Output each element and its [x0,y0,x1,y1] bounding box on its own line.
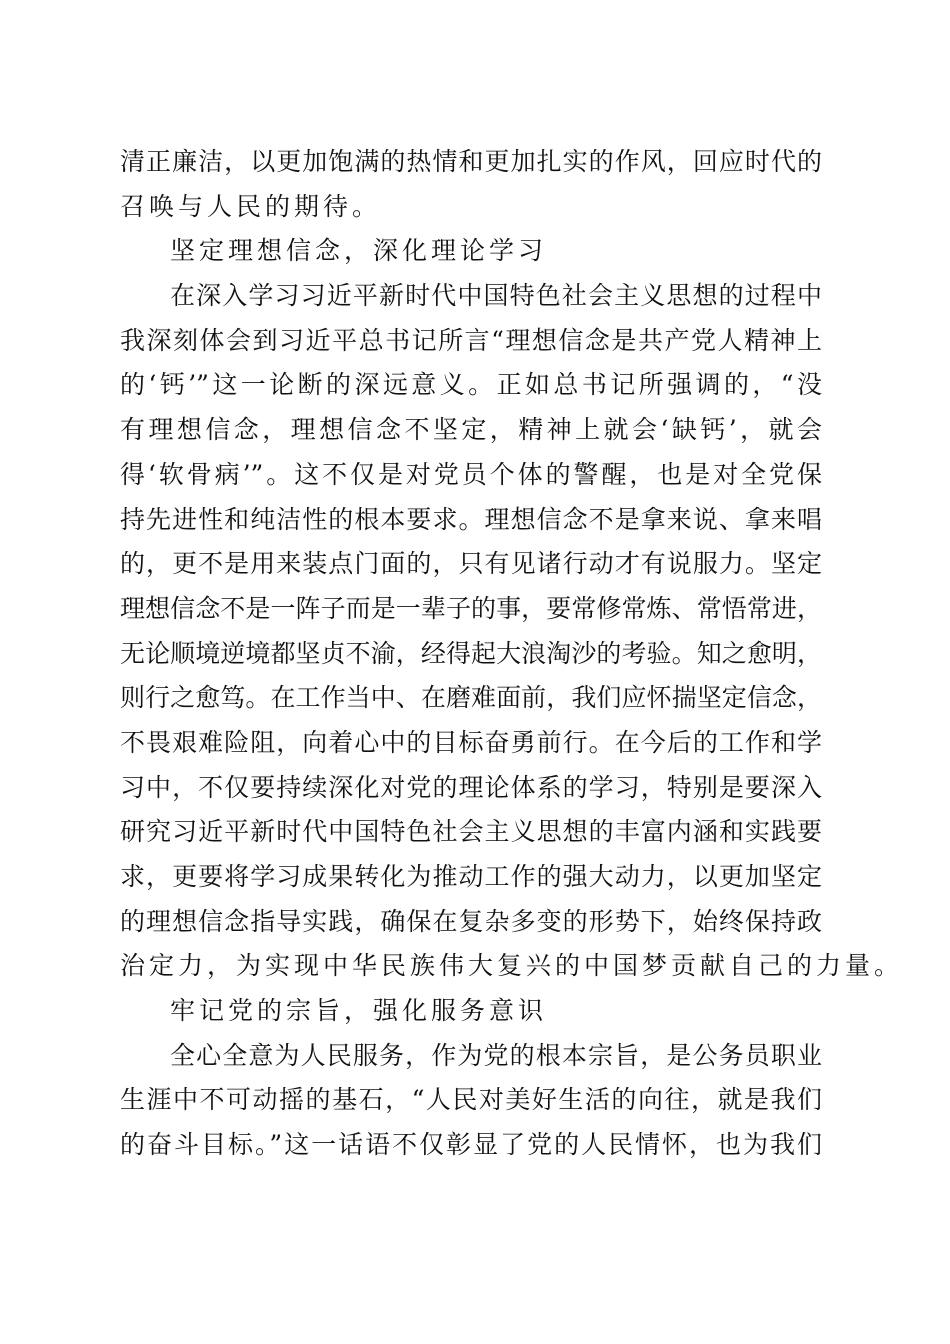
body-line: 理想信念不是一阵子而是一辈子的事，要常修常炼、常悟常进， [120,593,822,623]
body-line: 的奋斗目标。”这一话语不仅彰显了党的人民情怀，也为我们 [120,1130,822,1160]
section-heading: 坚定理想信念，深化理论学习 [170,236,548,266]
body-line: 清正廉洁，以更加饱满的热情和更加扎实的作风，回应时代的 [120,147,822,176]
body-line: 治定力，为实现中华民族伟大复兴的中国梦贡献自己的力量。 [120,951,904,981]
body-line: 的理想信念指导实践，确保在复杂多变的形势下，始终保持政 [120,906,822,936]
body-line: 不畏艰难险阻，向着心中的目标奋勇前行。在今后的工作和学 [120,727,822,757]
body-line: 无论顺境逆境都坚贞不渝，经得起大浪淘沙的考验。知之愈明， [120,638,822,668]
section-heading: 牢记党的宗旨，强化服务意识 [170,996,548,1026]
body-line: 的，更不是用来装点门面的，只有见诸行动才有说服力。坚定 [120,549,822,579]
body-line: 在深入学习习近平新时代中国特色社会主义思想的过程中 [170,281,822,311]
body-line: 持先进性和纯洁性的根本要求。理想信念不是拿来说、拿来唱 [120,504,822,534]
body-line: 我深刻体会到习近平总书记所言“理想信念是共产党人精神上 [120,325,822,355]
body-line: 得‘软骨病’”。这不仅是对党员个体的警醒，也是对全党保 [120,459,822,489]
body-line: 习中，不仅要持续深化对党的理论体系的学习，特别是要深入 [120,772,822,802]
body-line: 研究习近平新时代中国特色社会主义思想的丰富内涵和实践要 [120,817,822,847]
body-line: 求，更要将学习成果转化为推动工作的强大动力，以更加坚定 [120,862,822,891]
body-line: 则行之愈笃。在工作当中、在磨难面前，我们应怀揣坚定信念， [120,683,822,713]
body-line: 生涯中不可动摇的基石，“人民对美好生活的向往，就是我们 [120,1085,822,1115]
document-page [120,140,904,1168]
body-line: 全心全意为人民服务，作为党的根本宗旨，是公务员职业 [170,1040,822,1070]
body-line: 的‘钙’”这一论断的深远意义。正如总书记所强调的，“没 [120,370,822,400]
body-line: 召唤与人民的期待。 [120,191,382,221]
body-line: 有理想信念，理想信念不坚定，精神上就会‘缺钙’，就会 [120,415,822,445]
